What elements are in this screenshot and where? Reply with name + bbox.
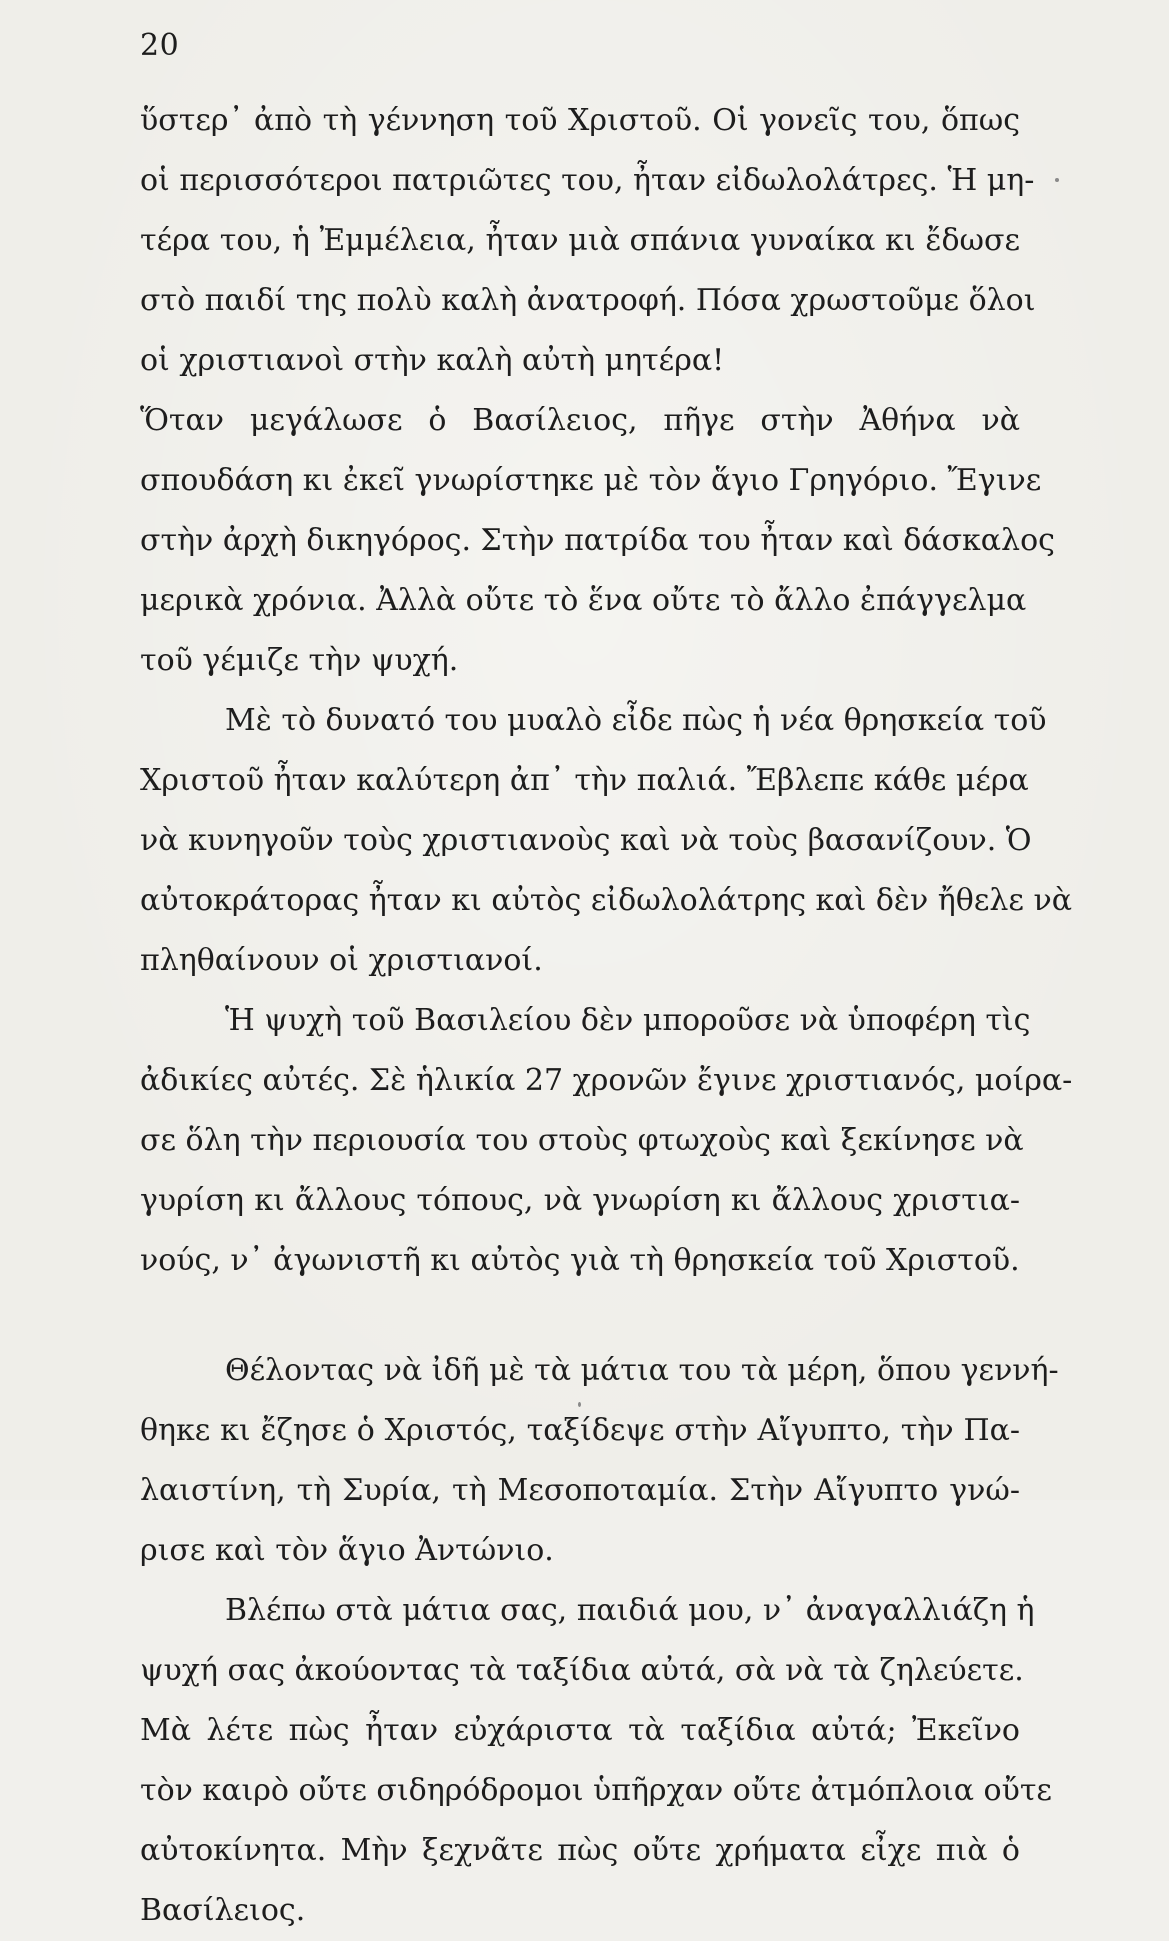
text-line: Βλέπω στὰ μάτια σας, παιδιά μου, ν᾽ ἀναγαλλιάζη ἡ	[225, 1593, 1035, 1628]
text-line: πληθαίνουν οἱ χριστιανοί.	[140, 943, 543, 978]
text-line: τοῦ γέμιζε τὴν ψυχή.	[140, 643, 459, 678]
text-line: λαιστίνη, τὴ Συρία, τὴ Μεσοποταμία. Στὴν Αἴγυπτο γνώ-	[140, 1473, 1020, 1508]
paragraph-gap	[140, 1291, 1020, 1341]
text-line: οἱ περισσότεροι πατριῶτες του, ἦταν εἰδωλολάτρες. Ἡ μη-	[140, 163, 1035, 198]
paragraph	[140, 1581, 1052, 1941]
ink-speck	[1055, 178, 1059, 182]
text-line: αὐτοκράτορας ἦταν κι αὐτὸς εἰδωλολάτρης καὶ δὲν ἤθελε νὰ	[140, 883, 1072, 918]
text-line: μερικὰ χρόνια. Ἀλλὰ οὔτε τὸ ἕνα οὔτε τὸ ἄλλο ἐπάγγελμα	[140, 583, 1027, 618]
text-line: σε ὅλη τὴν περιουσία του στοὺς φτωχοὺς καὶ ξεκίνησε νὰ	[140, 1123, 1024, 1158]
paragraph	[140, 991, 1073, 1291]
text-line: γυρίση κι ἄλλους τόπους, νὰ γνωρίση κι ἄλλους χριστια-	[140, 1183, 1020, 1218]
text-line: Χριστοῦ ἦταν καλύτερη ἀπ᾽ τὴν παλιά. Ἔβλεπε κάθε μέρα	[140, 763, 1029, 798]
text-line: ἀδικίες αὐτές. Σὲ ἡλικία 27 χρονῶν ἔγινε χριστιανός, μοίρα-	[140, 1063, 1073, 1098]
page-number: 20	[140, 28, 180, 63]
text-line: οἱ χριστιανοὶ στὴν καλὴ αὐτὴ μητέρα!	[140, 343, 725, 378]
paragraph	[140, 691, 1072, 991]
text-line: Ὅταν μεγάλωσε ὁ Βασίλειος, πῆγε στὴν Ἀθήνα νὰ	[140, 403, 1020, 438]
text-line: ὕστερ᾽ ἀπὸ τὴ γέννηση τοῦ Χριστοῦ. Οἱ γονεῖς του, ὅπως	[140, 103, 1020, 138]
text-line: τὸν καιρὸ οὔτε σιδηρόδρομοι ὑπῆρχαν οὔτε ἀτμόπλοια οὔτε	[140, 1773, 1052, 1808]
text-line: Μὰ λέτε πὼς ἦταν εὐχάριστα τὰ ταξίδια αὐτά; Ἐκεῖνο	[140, 1713, 1020, 1748]
paragraph	[140, 391, 1055, 691]
text-line: Θέλοντας νὰ ἰδῆ μὲ τὰ μάτια του τὰ μέρη, ὅπου γεννή-	[225, 1353, 1059, 1388]
text-line: Βασίλειος.	[140, 1893, 306, 1928]
text-line: στὸ παιδί της πολὺ καλὴ ἀνατροφή. Πόσα χρωστοῦμε ὅλοι	[140, 283, 1036, 318]
text-line: νούς, ν᾽ ἀγωνιστῆ κι αὐτὸς γιὰ τὴ θρησκεία τοῦ Χριστοῦ.	[140, 1243, 1020, 1278]
paragraph	[140, 1341, 1059, 1581]
text-line: Ἡ ψυχὴ τοῦ Βασιλείου δὲν μποροῦσε νὰ ὑποφέρη τὶς	[225, 1003, 1031, 1038]
text-line: στὴν ἀρχὴ δικηγόρος. Στὴν πατρίδα του ἦταν καὶ δάσκαλος	[140, 523, 1055, 558]
text-line: Μὲ τὸ δυνατό του μυαλὸ εἶδε πὼς ἡ νέα θρησκεία τοῦ	[225, 703, 1047, 738]
body-text	[140, 91, 1073, 1941]
text-line: τέρα του, ἡ Ἐμμέλεια, ἦταν μιὰ σπάνια γυναίκα κι ἔδωσε	[140, 223, 1020, 258]
paragraph	[140, 91, 1036, 391]
text-line: ρισε καὶ τὸν ἅγιο Ἀντώνιο.	[140, 1533, 554, 1568]
text-line: θηκε κι ἔζησε ὁ Χριστός, ταξίδεψε στὴν Αἴγυπτο, τὴν Πα-	[140, 1413, 1020, 1448]
text-line: αὐτοκίνητα. Μὴν ξεχνᾶτε πὼς οὔτε χρήματα εἶχε πιὰ ὁ	[140, 1833, 1020, 1868]
text-line: σπουδάση κι ἐκεῖ γνωρίστηκε μὲ τὸν ἅγιο Γρηγόριο. Ἔγινε	[140, 463, 1042, 498]
text-line: ψυχή σας ἀκούοντας τὰ ταξίδια αὐτά, σὰ νὰ τὰ ζηλεύετε.	[140, 1653, 1024, 1688]
text-line: νὰ κυνηγοῦν τοὺς χριστιανοὺς καὶ νὰ τοὺς βασανίζουν. Ὁ	[140, 823, 1032, 858]
ink-speck	[578, 1402, 581, 1407]
